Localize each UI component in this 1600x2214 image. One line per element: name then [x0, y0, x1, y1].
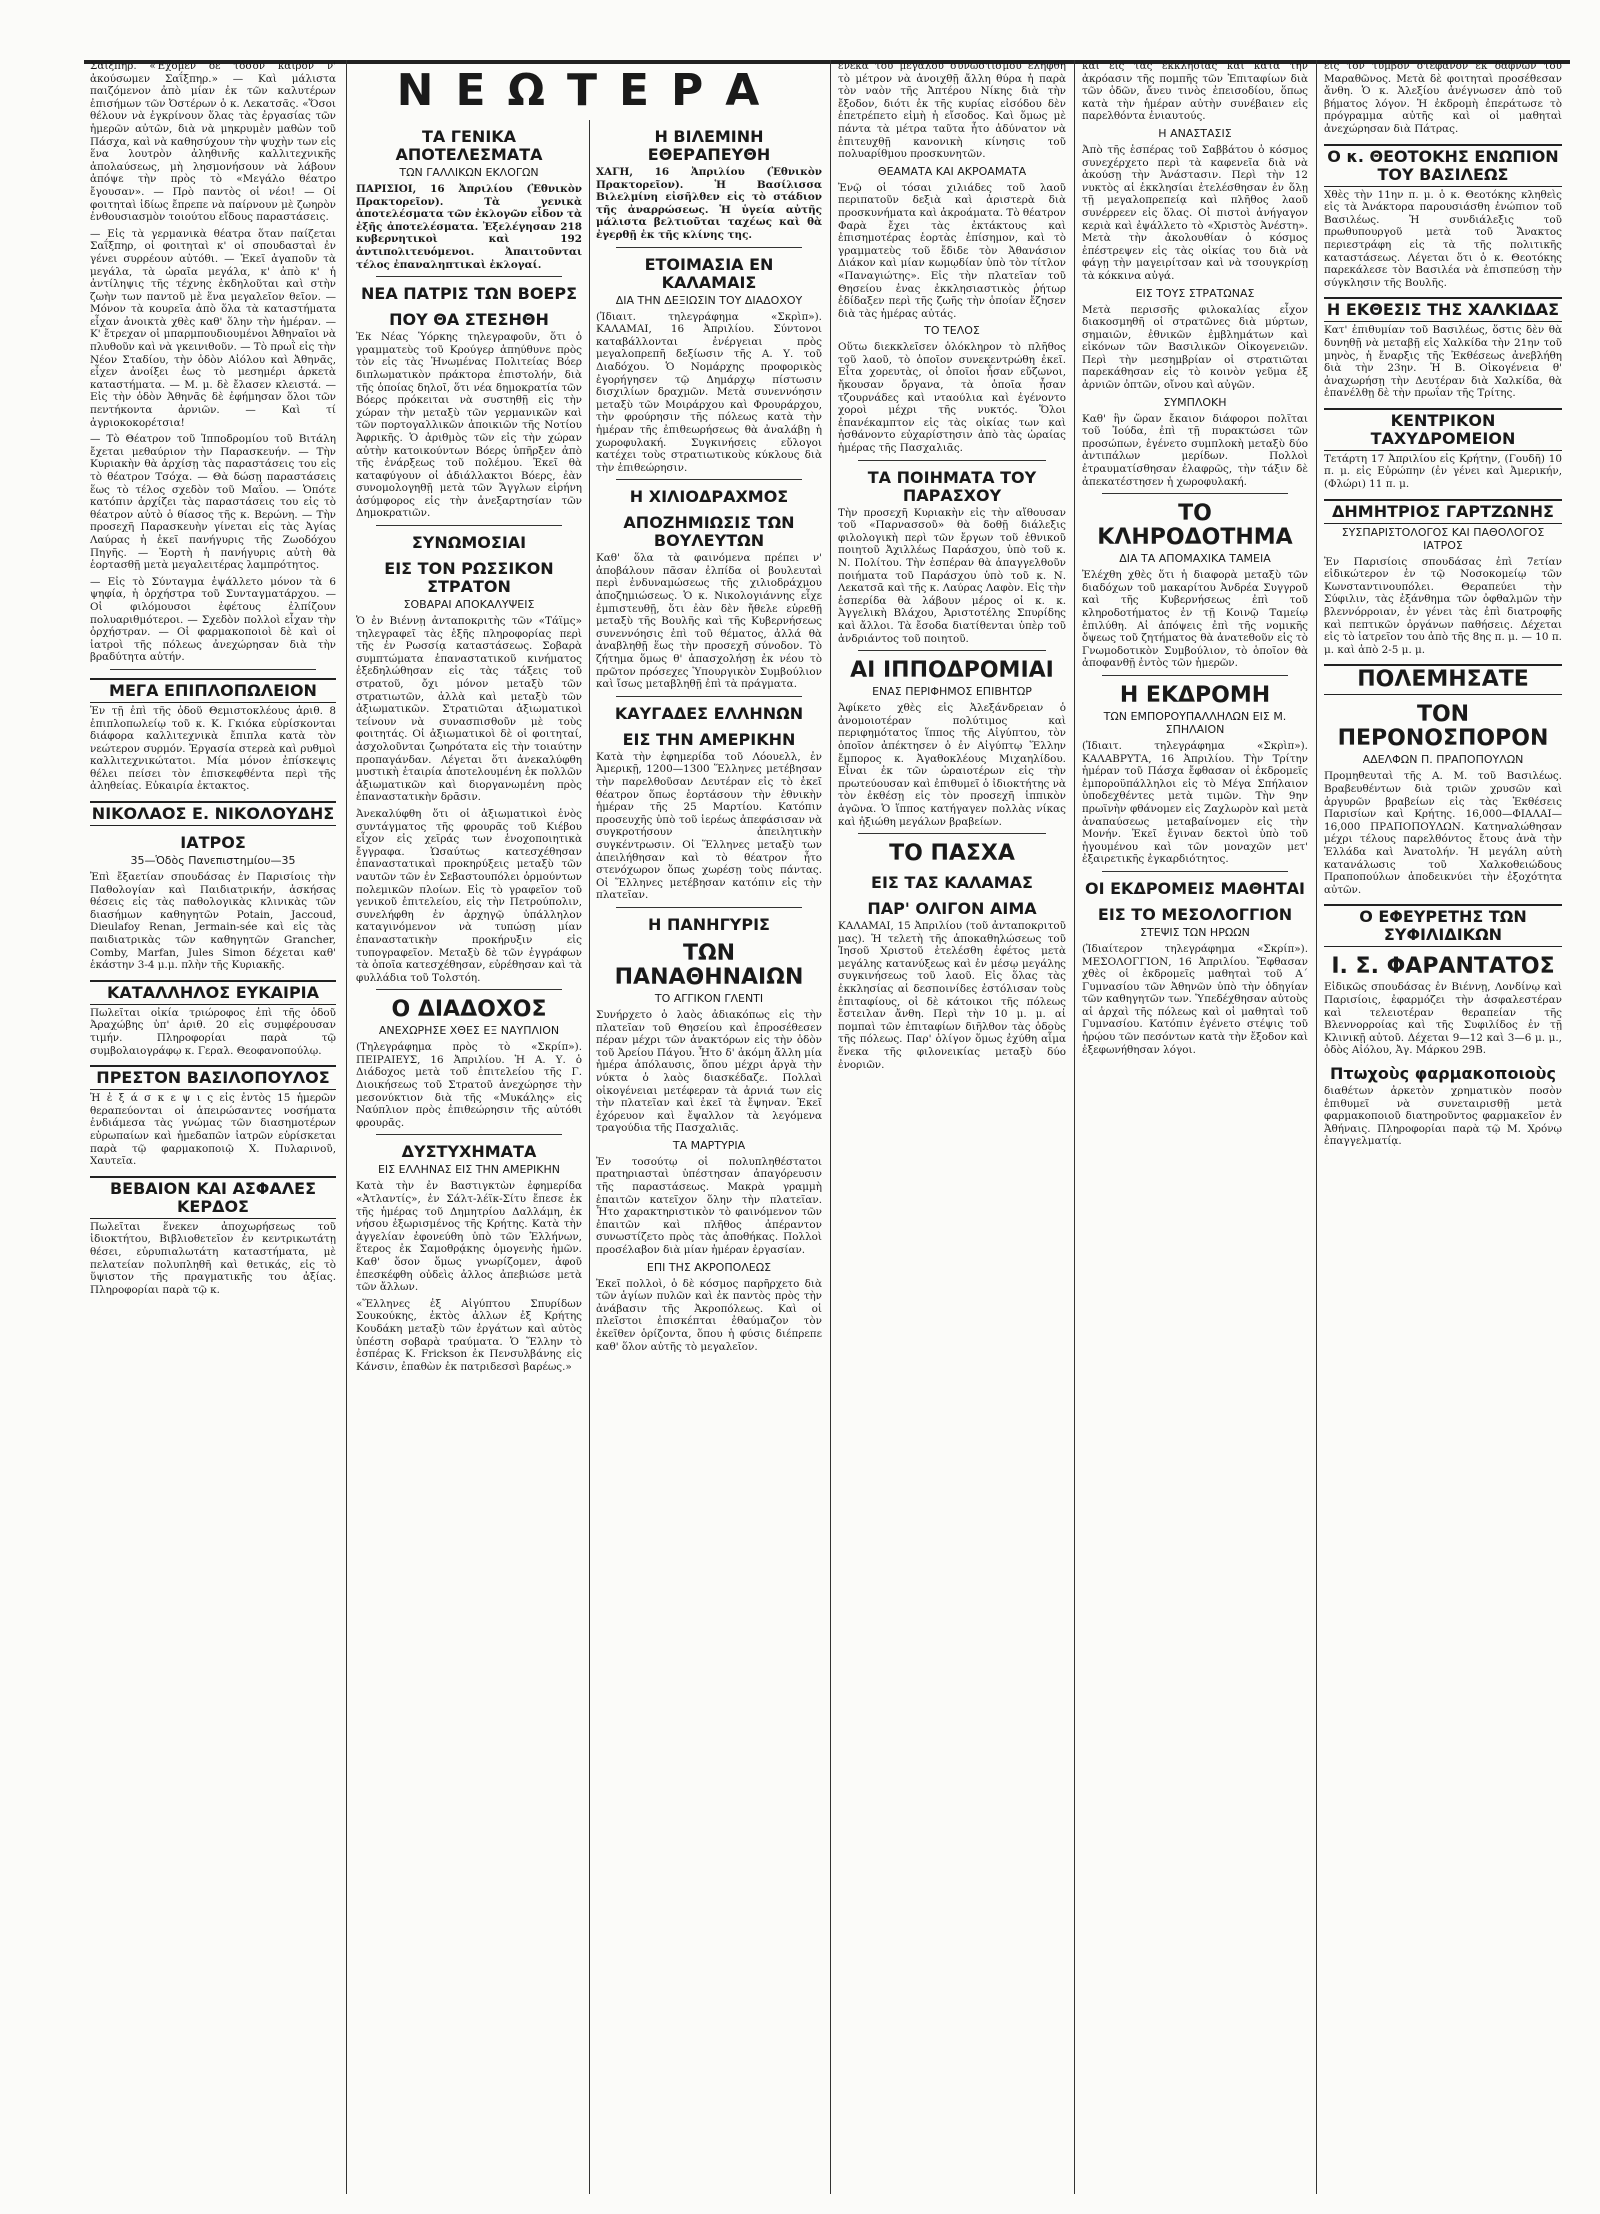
- article-text: Κατὰ τὴν ἐν Βαστιγκτὼν ἐφημερίδα «Ἀτλαντίς», ἐν Σάλτ-λέϊκ-Σίτυ ἔπεσε ἐκ τῆς ἡμέρας τοῦ Δημητρίου Δαλλάμη, ἐκ νήσου ἐξωρισμένος τῆς Κρήτης. Κατὰ τὴν ἀγγελίαν ἐφονεύθη ὑπὸ τῶν Ἑλλήνων, ἕτερος ἐκ Σαμοθρᾴκης ὁμογενὴς ἡμῶν. Καθ' ὅσον ὅμως γνωρίζομεν, ἀφοῦ ἐπεσκέφθη οὐδεὶς ἀλλος ἀπεβιώσε μετὰ τῶν ἄλλων.: [356, 1180, 582, 1294]
- article-text: Καθ' ὅλα τὰ φαινόμενα πρέπει ν' ἀποβάλουν πᾶσαν ἐλπίδα οἱ βουλευταὶ περὶ ἐνδυναμώσεως τῆς χιλιοδράχμου ἀποζημιώσεως. Ὁ κ. Νικολογιάννης εἶχε ἐμπιστευθῇ, ὅτι ἐὰν δὲν ἤθελε εὑρεθῇ μεταξὺ τῆς Βουλῆς καὶ τῆς Κυβερνήσεως συνεννόησις ἐπὶ τοῦ θέματος, ἀλλά θὰ ἀναβληθῇ ἕως τὴν προσεχῆ σύνοδον. Τὸ ζήτημα ὅμως θ' ἀπασχολήσῃ ἐκ νέου τὸ πρῶτον πρόσεχες Ὑπουργικὸν Συμβούλιον καὶ ἴσως μεταβληθῇ ἐπὶ τὰ πράγματα.: [596, 552, 822, 691]
- article-subheading: ΔΙΑ ΤΗΝ ΔΕΞΙΩΣΙΝ ΤΟΥ ΔΙΑΔΟΧΟΥ: [615, 293, 803, 307]
- article-subheading: ΕΙΣ ΤΗΝ ΑΜΕΡΙΚΗΝ: [622, 729, 796, 749]
- ad-subheading: ΑΔΕΛΦΩΝ Π. ΠΡΑΠΟΠΟΥΛΩΝ: [1362, 753, 1524, 767]
- article-text: Κατὰ τὴν ἐφημερίδα τοῦ Λόουελλ, ἐν Ἀμερικῇ, 1200—1300 Ἕλληνες μετέβησαν τὴν παρελθοῦσαν Δευτέραν εἰς τὸ ἐκεῖ θέατρον ὅπως ἑορτάσουν τὴν ἐθνικὴν ἡμέραν τῆς 25 Μαρτίου. Κατόπιν προσευχῆς ὑπὸ τοῦ ἱερέως ἀπεφάσισαν νὰ συγκροτήσουν ἀπειλητικὴν συγκέντρωσιν. Οἱ Ἕλληνες μεταξὺ των ἀπειλήθησαν καὶ τὸ θέατρον ἦτο στενόχωρον ὅπως χωρέσῃ τοὺς πάντας. Οἱ Ἕλληνες μετέβησαν κατόπιν εἰς τὴν πλατεῖαν.: [596, 750, 822, 902]
- article-text: (Τηλεγράφημα πρὸς τὸ «Σκρίπ»). ΠΕΙΡΑΙΕΥΣ, 16 Ἀπριλίου. Ἡ Α. Υ. ὁ Διάδοχος μετὰ τοῦ ἐπιτελείου τῆς Γ. Διοικήσεως τοῦ Στρατοῦ ἀνεχώρησε τὴν μεσονύκτιον διὰ τῆς «Μυκάλης» εἰς Ναύπλιον πρὸς ἐπιθεώρησιν τῆς αὐτόθι φρουρᾶς.: [356, 1041, 582, 1129]
- ad-address: 35—Ὁδὸς Πανεπιστημίου—35: [130, 854, 296, 868]
- article-text: (Ἰδιαιτ. τηλεγράφημα «Σκρὶπ»). ΚΑΛΑΒΡΥΤΑ, 16 Ἀπριλίου. Τὴν Τρίτην ἡμέραν τοῦ Πάσχα ἔφθασαν οἱ ἐκδρομεῖς ἐμποροϋπάλληλοι εἰς τὸ Μέγα Σπήλαιον ὑποδεχθέντες μετὰ τιμῶν. Τὴν 9ην πρωϊνὴν φθάνομεν εἰς Ζαχλωρὸν καὶ μετὰ ἀναπαύσεως μεταβαίνομεν εἰς τὴν Μονήν. Ἐκεῖ ἔγιναν δεκτοὶ ὑπὸ τοῦ ἡγουμένου καὶ τῶν μοναχῶν μετ' ἐξαιρετικῆς ἐγκαρδιότητος.: [1082, 739, 1308, 866]
- article-text: Ἐν τοσούτῳ οἱ πολυπληθέστατοι πρατηριασταὶ ὑπέστησαν ἀπαγόρευσιν τῆς παραστάσεως. Μακρὰ γραμμὴ ἐπαιτῶν κατεῖχον ὅλην τὴν πλατεῖαν. Ἦτο χαρακτηριστικὸν τὸ φαινόμενον τῶν ἐπαιτῶν καὶ πλῆθος ἀπέραντον συνωστίζετο πρὸς τὰς ἀποθήκας. Πολλοὶ προσέλαβον διὰ μίαν ἡμέραν ἐργασίαν.: [596, 1155, 822, 1257]
- article-heading: Ο κ. ΘΕΟΤΟΚΗΣ ΕΝΩΠΙΟΝ ΤΟΥ ΒΑΣΙΛΕΩΣ: [1324, 144, 1562, 187]
- article-heading: ΔΥΣΤΥΧΗΜΑΤΑ: [401, 1142, 537, 1162]
- article-subheading: ΕΙΣ ΕΛΛΗΝΑΣ ΕΙΣ ΤΗΝ ΑΜΕΡΙΚΗΝ: [377, 1163, 561, 1177]
- divider: [616, 479, 802, 480]
- article-text: «Ἕλληνες ἐξ Αἰγύπτου Σπυρίδων Σουκούκης, ἐκτὸς ἀλλων ἐξ Κρήτης Κουδάκη μεταξὺ τῶν ἐργάτων καὶ αὐτὸς ὑπέστη σοβαρὰ τραύματα. Ὁ Ἕλλην τὸ ἐσπέρας Κ. Frickson ἐκ Πενσυλβάνης εἰς Κάνσιν, ἐπαθὼν ἐκ πατριδεσσὶ βαρέως.»: [356, 1297, 582, 1373]
- section-masthead: ΝΕΩΤΕΡΑ: [396, 65, 782, 116]
- ad-subheading: Ι. Σ. ΦΑΡΑΝΤΑΤΟΣ: [1331, 954, 1555, 980]
- ad-text: Ἠ ἐ ξ ά σ κ ε ψ ι ς εἰς ἐντὸς 15 ἡμερῶν θεραπεύονται οἱ ἀπειρώσαντες νοσήματα ἐνδιάμεσα τὰς γνώμας τῶν διασημοτέρων εὐρωπαίων καὶ ἡμεδαπῶν ἰατρῶν εὑρίσκεται παρὰ τῷ φαρμακοποιῷ Χ. Πυλαρινοῦ, Χαυτεῖα.: [90, 1092, 336, 1168]
- article-text: Χθὲς τὴν 11ην π. μ. ὁ κ. Θεοτόκης κληθεὶς εἰς τὰ Ἀνάκτορα παρουσιάσθη ἐνώπιον τοῦ Βασιλέως. Ἡ συνδιάλεξις τοῦ πρωθυπουργοῦ μετὰ τοῦ Ἄνακτος περιεστράφη εἰς τὰ τῆς πολιτικῆς καταστάσεως. Λέγεται ὅτι ὁ κ. Θεοτόκης παρεκάλεσε τὸν Βασιλέα νὰ ἐπισπεύσῃ τὴν σύγκλησιν τῆς Βουλῆς.: [1324, 188, 1562, 289]
- article-subheading: ΣΥΜΠΛΟΚΗ: [1163, 395, 1227, 409]
- column-5: [1076, 60, 1314, 2194]
- divider: [858, 833, 1046, 834]
- article-subheading: ΑΠΟΖΗΜΙΩΣΙΣ ΤΩΝ ΒΟΥΛΕΥΤΩΝ: [623, 513, 795, 551]
- article-subheading: ΑΝΕΧΩΡΗΣΕ ΧΘΕΣ ΕΞ ΝΑΥΠΛΙΟΝ: [378, 1024, 560, 1038]
- divider: [858, 650, 1046, 651]
- article-heading: ΤΑ ΓΕΝΙΚΑ ΑΠΟΤΕΛΕΣΜΑΤΑ: [395, 127, 543, 164]
- ad-heading: ΚΑΤΑΛΛΗΛΟΣ ΕΥΚΑΙΡΙΑ: [90, 980, 336, 1005]
- article-subheading: ΣΟΒΑΡΑΙ ΑΠΟΚΑΛΥΨΕΙΣ: [403, 598, 535, 612]
- article-subheading: ΤΩΝ ΕΜΠΟΡΟΥΠΑΛΛΗΛΩΝ ΕΙΣ Μ. ΣΠΗΛΑΙΟΝ: [1103, 709, 1287, 736]
- divider: [376, 276, 562, 277]
- ad-text: Προμηθευταὶ τῆς Α. Μ. τοῦ Βασιλέως. Βραβευθέντων διὰ τριῶν χρυσῶν καὶ ἀργυρῶν βραβείων εἰς τὰς Ἐκθέσεις Παρισίων καὶ Κρήτης. 16,000—ΦΙΑΛΑΙ—16,000 ΠΡΑΠΟΠΟΥΛΩΝ. Κατηναλώθησαν μέχρι τέλους παρελθόντος ἔτους ἀνὰ τὴν Ἑλλάδα καὶ Ἀνατολήν. Ἡ μεγάλη αὐτὴ κατανάλωσις τοῦ Χαλκοθειώδους Πραποπούλων ἀποδεικνύει τὴν ἐξοχότητα αὐτῶν.: [1324, 770, 1562, 896]
- divider: [376, 525, 562, 526]
- article-heading: ΤΟ ΚΛΗΡΟΔΟΤΗΜΑ: [1097, 501, 1293, 551]
- article-text: Ἐκεῖ πολλοὶ, ὁ δὲ κόσμος παρῆρχετο διὰ τῶν ἁγίων πυλῶν καὶ ἐκ παντὸς πρὸς τὴν ἀνάβασιν τῆς Ἀκροπόλεως. Καὶ οἱ πλεῖστοι ἐπισκέπται ἐθαύμαζον τὸν ἐκεῖθεν ὁρίζοντα, ὅπου ἡ φύσις διέπρεπε καθ' ὅλον αὐτῆς τὸ μεγαλεῖον.: [596, 1277, 822, 1353]
- article-text: εἰς τὸν τύμβον στέφανον ἐκ δαφνῶν τοῦ Μαραθῶνος. Μετὰ δὲ φοιτηταὶ προσέθεσαν ἄνθη. Ὁ κ. Ἀλεξίου ἀνέγνωσεν ἀπὸ τοῦ βήματος λόγον. Ἡ ἐκδρομὴ ἐπεράτωσε τὸ πρόγραμμα αὐτῆς καὶ οἱ μαθηταὶ ἀνεχώρησαν διὰ Πάτρας.: [1324, 60, 1562, 135]
- article-text: Ἐκ Νέας Ὑόρκης τηλεγραφοῦν, ὅτι ὁ γραμματεὺς τοῦ Κρούγερ ἀπηύθυνε πρὸς τὸν εἰς τὰς Ἡνωμένας Πολιτείας Βόερ διπλωματικὸν πράκτορα ἐπιστολήν, διὰ τῆς ὁποίας δηλοῖ, ὅτι νέα δημοκρατία τῶν Βόερς πρόκειται νὰ συστηθῇ εἰς τὴν χώραν τὴν μεταξὺ τῶν γερμανικῶν καὶ τῶν πορτογαλλικῶν ἀποικιῶν τῆς Νοτίου Ἀφρικῆς. Ὁ ἀριθμὸς τῶν εἰς τὴν χώραν αὐτὴν κατοικούντων Βόερς ὑπῆρξεν ἀπὸ τῆς ἐνάρξεως τοῦ πολέμου. Ἐκεῖ θὰ καταφύγουν οἱ ἀδιάλλακτοι Βόερς, ἐὰν συνομολογηθῇ μετὰ τῶν Ἄγγλων εἰρήνη ἀσύμφορος εἰς τὴν ἀνεξαρτησίαν τῶν Δημοκρατιῶν.: [356, 331, 582, 520]
- article-heading: Η ΕΚΔΡΟΜΗ: [1119, 682, 1271, 708]
- article-heading: ΟΙ ΕΚΔΡΟΜΕΙΣ ΜΑΘΗΤΑΙ: [1084, 878, 1305, 898]
- article-text: ΚΑΛΑΜΑΙ, 15 Ἀπριλίου (τοῦ ἀνταποκριτοῦ μας). Ἡ τελετὴ τῆς ἀποκαθηλώσεως τοῦ Ἰησοῦ Χριστοῦ ἐτελέσθη ἐφέτος μετὰ μεγάλης κατανύξεως καὶ ἐν μέσῳ μεγάλης συγκινήσεως τοῦ λαοῦ. Εἰς ὅλας τὰς ἐκκλησίας αἱ δεσποινίδες ἐστόλισαν τοὺς ἐπιταφίους, οἱ δὲ κάτοικοι τῆς πόλεως ἔστειλαν ἄνθη. Περὶ τὴν 10 μ. μ. αἱ πομπαὶ τῶν ἐπιταφίων διῆλθον τὰς ὁδοὺς τῆς πόλεως. Παρ' ὀλίγον ὅμως ἐχύθη αἷμα ἕνεκα τῆς φιλονεικίας μεταξὺ δύο ἐνοριῶν.: [838, 920, 1066, 1071]
- article-text: Ἐνῷ οἱ τόσαι χιλιάδες τοῦ λαοῦ περιπατοῦν δεξιὰ καὶ ἀριστερὰ διὰ προσκυνήματα καὶ ἀκροάματα. Τὸ θέατρον Φαρὰ ἔχει τὰς ἐκτάκτους καὶ ἐπισημοτέρας ἑορτὰς ἐπίσημον, καὶ τὸ γραμματεὺς τοῦ ἔδιδε τὸν Ἀθανάσιον Διάκον καὶ μίαν κωμῳδίαν ὑπὸ τὸν τίτλον «Παναγιώτης». Εἰς τὴν πλατεῖαν τοῦ Θησείου ἐνας ἐκκλησιαστικὸς ῥήτωρ ἐδίδαξεν περὶ τῆς ζωῆς τὴν ὁποίαν ἔζησεν διὰ τὰς ἡμέρας αὐτάς.: [838, 181, 1066, 320]
- divider: [616, 247, 802, 248]
- article-subheading: ΤΩΝ ΓΑΛΛΙΚΩΝ ΕΚΛΟΓΩΝ: [399, 166, 539, 179]
- divider: [1102, 675, 1288, 676]
- ad-subheading: ΣΥΣΠΑΡΙΣΤΟΛΟΓΟΣ ΚΑΙ ΠΑΘΟΛΟΓΟΣ ΙΑΤΡΟΣ: [1341, 525, 1545, 552]
- article-text: Ἀνεκαλύφθη ὅτι οἱ ἀξιωματικοὶ ἑνὸς συντάγματος τῆς φρουρᾶς τοῦ Κιέβου εἶχον εἰς χεῖράς των ἐνοχοποιητικὰ ἔγγραφα. Ὡσαύτως κατεσχέθησαν ἐπαναστατικαὶ προκηρύξεις μεταξὺ τῶν ναυτῶν τῶν ἐν Σεβαστουπόλει ὁρμούντων πολεμικῶν πλοίων. Εἰς τὸ γραφεῖον τοῦ γενικοῦ ἐπιτελείου, εἰς τὴν Πετρούπολιν, συνελήφθη ἐν ἀρχηγῷ ὑπάλληλον καταγινόμενον νὰ τυπώσῃ μίαν ἐπαναστατικὴν προκήρυξιν εἰς τυπογραφεῖον. Μεταξὺ δὲ τῶν ἐγγράφων τὰ ὁποῖα κατεσχέθησαν, εὑρέθησαν καὶ τὰ φυλλάδια τοῦ Τολστόη.: [356, 807, 582, 984]
- article-heading: Η ΠΑΝΗΓΥΡΙΣ: [648, 914, 770, 934]
- column-4: [832, 60, 1072, 2194]
- article-subheading: ΠΟΥ ΘΑ ΣΤΕΣΗΘΗ: [389, 310, 549, 330]
- article-subheading: ΔΙΑ ΤΑ ΑΠΟΜΑΧΙΚΑ ΤΑΜΕΙΑ: [1119, 552, 1271, 566]
- ad-heading: ΒΕΒΑΙΟΝ ΚΑΙ ΑΣΦΑΛΕΣ ΚΕΡΔΟΣ: [90, 1176, 336, 1219]
- column-3: [590, 120, 828, 2194]
- ad-heading: ΝΙΚΟΛΑΟΣ Ε. ΝΙΚΟΛΟΥΔΗΣ: [90, 801, 336, 826]
- article-text: Καθ' ἣν ὥραν ἔκαιον διάφοροι πολῖται τοῦ Ἰούδα, ἐπὶ τῇ πυρακτώσει τῶν προσώπων, ἐγένετο συμπλοκὴ μεταξὺ δύο ἀντιπάλων μερίδων. Πολλοὶ ἐτραυματίσθησαν ἐλαφρῶς, τὴν τάξιν δὲ ἀπεκατέστησεν ἡ χωροφυλακή.: [1082, 412, 1308, 488]
- column-6: [1318, 60, 1568, 2194]
- article-text: Μετὰ περισσῆς φιλοκαλίας εἶχον διακοσμηθῆ οἱ στρατῶνες διὰ μύρτων, σημαιῶν, ἐθνικῶν ἐμβλημάτων καὶ εἰκόνων τῶν Βασιλικῶν Οἰκογενειῶν. Περὶ τὴν μεσημβρίαν οἱ στρατιῶται παρεκάθησαν εἰς τὸ κοινὸν γεῦμα ἐξ ἀρνιῶν ὀπτῶν, οἴνου καὶ αὐγῶν.: [1082, 303, 1308, 392]
- ad-heading: ΠΡΕΣΤΟΝ ΒΑΣΙΛΟΠΟΥΛΟΣ: [90, 1065, 336, 1090]
- divider: [376, 989, 562, 990]
- article-heading: Η ΕΚΘΕΣΙΣ ΤΗΣ ΧΑΛΚΙΔΑΣ: [1324, 297, 1562, 322]
- article-subheading: ΠΑΡ' ΟΛΙΓΟΝ ΑΙΜΑ: [867, 899, 1037, 919]
- article-text: Τετάρτη 17 Ἀπριλίου εἰς Κρήτην, (Γουδῆ) 10 π. μ. εἰς Εὐρώπην (ἐν γένει καὶ Ἀμερικήν, (Φλώρι) 11 π. μ.: [1324, 452, 1562, 491]
- article-heading: ΤΟ ΠΑΣΧΑ: [889, 841, 1015, 867]
- divider: [110, 669, 316, 670]
- article-subheading: ΤΑ ΜΑΡΤΥΡΙΑ: [672, 1138, 746, 1152]
- ad-heading: ΜΕΓΑ ΕΠΙΠΛΟΠΩΛΕΙΟΝ: [90, 678, 336, 703]
- divider: [616, 907, 802, 908]
- article-heading: Η ΒΙΛΕΜΙΝΗ ΕΘΕΡΑΠΕΥΘΗ: [647, 127, 771, 164]
- ad-text: Ἐν Παρισίοις σπουδάσας ἐπὶ 7ετίαν εἰδικώτερον ἐν τῷ Νοσοκομείῳ τῶν Κωνσταντινουπόλει. Θεραπεύει τὴν Σύφιλιν, τὰς ἐξάνθημα τῶν ὀφθαλμῶν τὴν βλεννόρροιαν, ἐν γένει τὰς ἐπὶ διατροφῆς καὶ πεπτικῶν ὀργάνων παθήσεις. Δέχεται εἰς τὸ ἰατρεῖον του ἀπὸ τῆς 8ης π. μ. — 10 π. μ. καὶ ἀπὸ 2-5 μ. μ.: [1324, 555, 1562, 656]
- article-text: Οὕτω διεκκλεῖσεν ὁλόκληρον τὸ πλῆθος τοῦ λαοῦ, τὸ ὁποῖον συνεκεντρώθη ἐκεῖ. Εἶτα χορευτὰς, οἱ ὁποῖοι ἦσαν εὔζωνοι, ἤκουσαν ὄργανα, τὰ ὁποῖα ἦσαν τζουρνάδες καὶ νταούλια καὶ ἐγένοντο χοροὶ μέχρι τῆς νυκτός. Ὅλοι ἐπανέκαμπτον εἰς τὰς οἰκίας των καὶ ἠσθάνοντο εὐχαρίστησιν ἀπὸ τὰς ὡραίας ἡμέρας τῆς Πασχαλιᾶς.: [838, 341, 1066, 455]
- article-text: — Εἰς τὰ γερμανικὰ θέατρα ὅταν παίζεται Σαΐξπηρ, οἱ φοιτηταὶ κ' οἱ σπουδασταὶ ἐν γένει συρρέουν αὐτόθι. — Ἐκεῖ ἀγαποῦν τὰ μεγάλα, τὰ ὡραῖα μεγάλα, κ' ἀπὸ κ' ἡ ἀντίληψις τῆς τέχνης ἐκδηλοῦται καὶ στὴν ζωὴν των παντοῦ μὲ ἕνα μεγαλεῖον θεῖον. — Μόνον τὰ κουρεῖα ἀπὸ ὅλα τὰ καταστήματα εἶχαν ἀνοικτὰ χθὲς καθ' ὅλην τὴν ἡμέραν. — Κ' ἔτρεχαν οἱ μπαρμπουδιουμένοι Ἀθηναῖοι νὰ πλυθοῦν καὶ νὰ γκεινιθοῦν. — Τὸ πρωῒ εἰς τὴν Νέον Σταδίου, τὴν ὁδὸν Αἰόλου καὶ Ἀθηνᾶς, εἶχεν ἀνοίξει ἐως τὸ μεσημέρι ἀρκετὰ καταστήματα. — Μ. μ. δὲ ἔλασεν κλειστά. — Εἰς τὴν ὁδὸν Ἀθηνᾶς δὲ ἐφήμησαν ὅλοι τῶν πεντήκοντα ἀρνιῶν. — Καὶ τί ἀγριοκοκορέτσια!: [90, 227, 336, 429]
- article-text: ἐνεκα τοῦ μεγάλου συνωστισμοῦ ἐλήφθη τὸ μέτρον νὰ ἀνοιχθῇ ἄλλη θύρα ἡ παρὰ τὸν ναὸν τῆς Ἀπτέρου Νίκης διὰ τὴν ἔξοδον, διότι ἐκ τῆς κυρίας εἰσόδου δὲν ἐπετρέπετο εἰμὴ ἡ εἴσοδος. Καὶ ὅμως μὲ πάντα τὰ μέτρα ταῦτα ἦτο ἀδύνατον νὰ ἐπιτευχθῇ κανονικὴ κίνησις τοῦ πολυαρίθμου προσκυνητῶν.: [838, 60, 1066, 161]
- column-1: [84, 60, 342, 2194]
- article-subheading: ΤΟ ΑΓΓΙΚΟΝ ΓΛΕΝΤΙ: [654, 991, 764, 1005]
- ad-text: Πωλεῖται οἰκία τριώροφος ἐπὶ τῆς ὁδοῦ Ἀραχώβης ὑπ' ἀριθ. 20 εἰς συμφέρουσαν τιμήν. Πληροφορίαι παρὰ τῷ συμβολαιογράφῳ κ. Γεραλ. Θεοφανοπούλῳ.: [90, 1006, 336, 1057]
- article-text: Τὴν προσεχῆ Κυριακὴν εἰς τὴν αἴθουσαν τοῦ «Παρνασσοῦ» θὰ δοθῇ διάλεξις φιλολογικὴ περὶ τῶν ἔργων τοῦ ἐθνικοῦ ποιητοῦ Ἀχιλλέως Παράσχου, ὑπὸ τοῦ κ. Ν. Πολίτου. Τὴν ἑσπέραν θὰ ἀπαγγελθοῦν ποιήματα τοῦ Παράσχου ὑπὸ τοῦ κ. Ν. Λεκατσᾶ καὶ τῆς κ. Λαύρας Λαφὸν. Εἰς τὴν ἑσπερίδα θὰ λάβουν μέρος οἱ κ. κ. Ἀγγελικὴ Βλάχου, Ἀριστοτέλης Σπυρίδης καὶ ἄλλοι. Τὰ ἔσοδα διατίθενται ὑπὲρ τοῦ ἀνδριάντος τοῦ ποιητοῦ.: [838, 506, 1066, 645]
- article-text: Συνήρχετο ὁ λαὸς ἀδιακόπως εἰς τὴν πλατεῖαν τοῦ Θησείου καὶ ἐπροσέθεσεν πέραν μέχρι τῶν ἀνακτόρων εἰς τὴν ὁδὸν τοῦ Ἀρείου Πάγου. Ἦτο δ' ἀκόμη ἄλλη μία ἡμέρα ἀπόλαυσις, ὅπου μέχρι ἀργὰ τὴν νύκτα ὁ λαὸς διασκέδαζε. Πολλαὶ οἰκογένειαι μετέφεραν τὰ ἀρνιά των εἰς τὴν πλατεῖαν καὶ ἐκεῖ τὰ ἔψηναν. Ἐκεῖ ἐχόρευον καὶ ἔψαλλον τὰ λεγόμενα τραγούδια τῆς Πασχαλιᾶς.: [596, 1008, 822, 1135]
- article-text: (Ἰδιαίτερον τηλεγράφημα «Σκρίπ»). ΜΕΣΟΛΟΓΓΙΟΝ, 16 Ἀπριλίου. Ἔφθασαν χθὲς οἱ ἐκδρομεῖς μαθηταὶ τοῦ Α΄ Γυμνασίου τῶν Ἀθηνῶν ὑπὸ τὴν ὁδηγίαν τῶν καθηγητῶν των. Ὑπεδέχθησαν αὐτοὺς αἱ ἀρχαὶ τῆς πόλεως καὶ οἱ μαθηταὶ τοῦ Γυμνασίου. Κατόπιν ἐγένετο στέψις τοῦ ἡρῴου τῶν πεσόντων κατὰ τὴν ἔξοδον καὶ ἐξεφωνήθησαν λόγοι.: [1082, 942, 1308, 1056]
- ad-subheading: ΙΑΤΡΟΣ: [180, 833, 246, 853]
- column-rule: [346, 60, 347, 2194]
- ad-heading: ΠΟΛΕΜΗΣΑΤΕ: [1324, 664, 1562, 695]
- article-subheading: ΘΕΑΜΑΤΑ ΚΑΙ ΑΚΡΟΑΜΑΤΑ: [877, 164, 1027, 178]
- ad-text: Εἰδικῶς σπουδάσας ἐν Βιέννῃ, Λονδίνῳ καὶ Παρισίοις, ἐφαρμόζει τὴν ἀσφαλεστέραν καὶ τελειοτέραν θεραπείαν τῆς Βλεννορροίας καὶ τῆς Συφιλίδος ἐν τῇ Κλινικῇ αὐτοῦ. Δέχεται 9—12 καὶ 3—6 μ. μ., ὁδὸς Αἰόλου, Ἀγ. Μάρκου 29Β.: [1324, 981, 1562, 1057]
- article-text: ΧΑΓΗ, 16 Ἀπριλίου (Ἐθνικὸν Πρακτορεῖον). Ἡ Βασίλισσα Βιλελμίνη εἰσῆλθεν εἰς τὸ στάδιον τῆς ἀναρρώσεως. Ἡ ὑγεία αὐτῆς μάλιστα βελτιοῦται ταχέως καὶ θὰ ἐγερθῇ ἐκ τῆς κλίνης της.: [596, 166, 822, 241]
- article-subheading: ΣΤΕΨΙΣ ΤΩΝ ΗΡΩΩΝ: [1140, 925, 1250, 939]
- ad-text: διαθέτων ἀρκετὸν χρηματικὸν ποσὸν ἐπιθυμεῖ νὰ συνεταιρισθῇ μετὰ φαρμακοποιοῦ διατηροῦντος φαρμακεῖον ἐν Ἀθήναις. Πληροφορίαι παρὰ τῷ Μ. Χρόνῳ ἐπαγγελματίᾳ.: [1324, 1084, 1562, 1148]
- ad-heading: Πτωχοὺς φαρμακοποιοὺς: [1330, 1063, 1556, 1083]
- ad-heading: Ο ΕΦΕΥΡΕΤΗΣ ΤΩΝ ΣΥΦΙΛΙΔΙΚΩΝ: [1324, 904, 1562, 947]
- article-text: Κατ' ἐπιθυμίαν τοῦ Βασιλέως, ὅστις δὲν θὰ δυνηθῇ νὰ μεταβῇ εἰς Χαλκίδα τὴν 21ην τοῦ μηνὸς, ἡ ἔναρξις τῆς Ἐκθέσεως ἀνεβλήθη διὰ τὴν 23ην. Ἡ Β. Οἰκογένεια θ' ἀναχωρήσῃ τὴν Δευτέραν διὰ Χαλκίδα, θὰ ἐπανέλθῃ δὲ τὴν πρωΐαν τῆς Τρίτης.: [1324, 324, 1562, 400]
- article-text: καὶ εἰς τὰς ἐκκλησίας καὶ κατὰ τὴν ἀκρόασιν τῆς πομπῆς τῶν Ἐπιταφίων διὰ τῶν ὁδῶν, ἄνευ τινὸς ἐπεισοδίου, ὅπως κατὰ τὴν ἡμέραν αὐτὴν συνέβαιεν εἰς παρελθόντα ἐνιαυτούς.: [1082, 60, 1308, 123]
- article-text: Ὁ ἐν Βιέννῃ ἀνταποκριτὴς τῶν «Τάϊμς» τηλεγραφεῖ τὰς ἑξῆς πληροφορίας περὶ τῆς ἐν Ρωσσίᾳ καταστάσεως. Σοβαρὰ συμπτώματα ἐπαναστατικοῦ κινήματος ἐξεδηλώθησαν εἰς τὰς τάξεις τοῦ στρατοῦ, ὄχι μόνον μεταξὺ τῶν στρατιωτῶν, ἀλλὰ καὶ μεταξὺ τῶν ἀξιωματικῶν. Στρατιῶται ἀξιωματικοὶ τείνουν νὰ συνασπισθοῦν μὲ τοὺς φοιτητάς. Οἱ ἀξιωματικοὶ δὲ οἱ φοιτηταί, ἀσχολοῦνται ζωηρότατα εἰς τὴν τοιαύτην προπαγάνδαν. Λέγεται ὅτι ἀνεκαλύφθη μυστικὴ ἑταιρία ἀποτελουμένη ἐκ πολλῶν ἀξιωματικῶν καὶ διοργανωμένη πρὸς ἐπαναστατικὴν δρᾶσιν.: [356, 615, 582, 804]
- article-subheading: ΤΩΝ ΠΑΝΑΘΗΝΑΙΩΝ: [614, 940, 804, 990]
- article-heading: ΚΕΝΤΡΙΚΟΝ ΤΑΧΥΔΡΟΜΕΙΟΝ: [1324, 408, 1562, 451]
- article-subheading: ΕΠΙ ΤΗΣ ΑΚΡΟΠΟΛΕΩΣ: [646, 1260, 772, 1274]
- column-2: [350, 120, 588, 2194]
- divider: [1102, 493, 1288, 494]
- article-heading: Ο ΔΙΑΔΟΧΟΣ: [391, 997, 547, 1023]
- ad-subheading: ΤΟΝ ΠΕΡΟΝΟΣΠΟΡΟΝ: [1337, 702, 1549, 752]
- article-text: ΠΑΡΙΣΙΟΙ, 16 Ἀπριλίου (Ἐθνικὸν Πρακτορεῖον). Τὰ γενικὰ ἀποτελέσματα τῶν ἐκλογῶν εἶδον τὰ ἐξῆς ἀποτελέσματα. Ἐξελέγησαν 218 κυβερνητικοὶ καὶ 192 ἀντιπολιτευόμενοι. Ἀπαιτοῦνται τέλος ἐπαναληπτικαὶ ἐκλογαί.: [356, 183, 582, 271]
- article-subheading: ΕΙΣ ΤΑΣ ΚΑΛΑΜΑΣ: [871, 873, 1033, 893]
- column-rule: [830, 60, 831, 2194]
- article-text: — Τὸ Θέατρον τοῦ Ἱπποδρομίου τοῦ Βιτάλη ἔχεται μεθαύριον τὴν Παρασκευήν. — Τὴν Κυριακὴν θὰ ἀρχίσῃ τὰς παραστάσεις του εἰς τὸ θέατρον Τσόχα. — Θὰ δώσῃ παραστάσεις ἕως τὸ τέλος σχεδὸν τοῦ Μαΐου. — Ὁπότε κατόπιν ἀρχίζει τὰς παραστάσεις του εἰς τὸ θέατρον αὐτὸ ὁ θίασος τῆς κ. Βερώνη. — Τὴν προσεχῆ Παρασκευὴν γίνεται εἰς τὰς Ἀγίας Λαύρας ἡ ἐκεῖ πανήγυρις τῆς Ζωοδόχου Πηγῆς. — Ἑορτὴ ἡ πανήγυρις αὐτὴ θὰ ἑορτασθῇ μετὰ μεγαλειτέρας λαμπρότητος.: [90, 433, 336, 572]
- article-subheading: ΕΙΣ ΤΟ ΜΕΣΟΛΟΓΓΙΟΝ: [1097, 904, 1293, 924]
- article-subheading: ΕΙΣ ΤΟΥΣ ΣΤΡΑΤΩΝΑΣ: [1135, 286, 1255, 300]
- divider: [858, 460, 1046, 461]
- ad-text: Ἐπὶ ἔξαετίαν σπουδάσας ἐν Παρισίοις τὴν Παθολογίαν καὶ Παιδιατρικήν, ἀσκήσας θέσεις εἰς τὰς παθολογικὰς κλινικὰς τῶν διασήμων καθηγητῶν Potain, Jaccoud, Dieulafoy Renan, Jermain-sée καὶ εἰς τὰς παιδιατρικὰς τῶν καθηγητῶν Grancher, Comby, Marfan, Jules Simon δέχεται καθ' ἑκάστην 3-4 μ.μ. πλὴν τῆς Κυριακῆς.: [90, 871, 336, 972]
- article-heading: ΤΑ ΠΟΙΗΜΑΤΑ ΤΟΥ ΠΑΡΑΣΧΟΥ: [867, 467, 1037, 505]
- article-heading: ΕΤΟΙΜΑΣΙΑ ΕΝ ΚΑΛΑΜΑΙΣ: [644, 254, 774, 292]
- divider: [1102, 871, 1288, 872]
- article-text: Σαΐξπηρ. «Έχομεν δὲ τόσον καιρὸν ν' ἀκούσωμεν Σαΐξπηρ.» — Καὶ μάλιστα παιζόμενον ἀπὸ μίαν ἐκ τῶν καλυτέρων ἐπισήμων τῶν Ὀστέρων ὁ κ. Λεκατσᾶς. «Ὅσοι θέλουν νὰ ἐγκρίνουν ὅλας τὰς ἐργασίας τῶν ἡμερῶν αὐτῶν, διὰ νὰ μηκρυμὲν μαθὼν τοῦ Πάσχα, καὶ νὰ καθησύχουν τὴν ψυχὴν των εἰς ἕνα λουτρὸν ἀληθινῆς καλλιτεχνικῆς ἀπολαύσεως, μὴ λησμονήσουν νὰ λάβουν ἀπόψε τὴν πρὸς τὸ «Μεγάλο θέατρο ἔγουσαν». — Πρὸ παντὸς οἱ νέοι! — Οἱ φοιτηταὶ ἰδίως ἔπρεπε νὰ παίρνουν μὲ ζωηρὸν ἐνθουσιασμὸν τοιούτου εἴδους παραστάσεις.: [90, 60, 336, 224]
- article-text: — Εἰς τὸ Σύνταγμα ἐψάλλετο μόνον τὰ 6 ψηφία, ἡ ὀρχήστρα τοῦ Συνταγματάρχου. — Οἱ φιλόμουσοι ἐφέτους ἐλπίζουν πολυαριθμότεροι. — Σχεδὸν πολλοὶ εἶχαν τὴν ὀρχήστραν. — Οἱ φαρμακοποιοὶ δὲ καὶ οἱ ἰατροὶ τῆς πόλεως ἀνεχώρησαν διὰ τὴν βραδύτητα αὐτήν.: [90, 575, 336, 664]
- article-heading: ΣΥΝΩΜΟΣΙΑΙ: [411, 533, 527, 553]
- column-rule: [1316, 60, 1317, 2194]
- article-text: Ἐλέχθη χθὲς ὅτι ἡ διαφορὰ μεταξὺ τῶν διαδόχων τοῦ μακαρίτου Ἀνδρέα Συγγροῦ καὶ τῆς Κυβερνήσεως ἐπὶ τοῦ κληροδοτήματος ἐν τῇ Κοινῷ Ταμείῳ ἐπιλύθη. Αἱ ἀπόψεις ἐπὶ τῆς νομικῆς ὄψεως τοῦ ζητήματος θὰ ἀνατεθοῦν εἰς τὸ Γνωμοδοτικὸν Συμβούλιον, τὸ ὁποῖον θὰ ἀποφανθῇ ἐντὸς τῶν ἡμερῶν.: [1082, 569, 1308, 670]
- article-heading: ΚΑΥΓΑΔΕΣ ΕΛΛΗΝΩΝ: [614, 703, 804, 723]
- article-subheading: Η ΑΝΑΣΤΑΣΙΣ: [1158, 126, 1232, 140]
- article-subheading: ΤΟ ΤΕΛΟΣ: [924, 324, 980, 338]
- article-heading: ΝΕΑ ΠΑΤΡΙΣ ΤΩΝ ΒΟΕΡΣ: [361, 284, 577, 304]
- ad-text: Πωλεῖται ἕνεκεν ἀποχωρήσεως τοῦ ἰδιοκτήτου, Βιβλιοθετεῖον ἐν κεντρικωτάτῃ θέσει, εὐρυπιαλωτάτη καταστήματα, μὲ πελατείαν πολυπληθῆ καὶ θετικάς, εἰς τὸ ὕψιστον τῆς πραγματικῆς του ἀξίας. Πληροφορίαι παρὰ τῷ κ.: [90, 1220, 336, 1296]
- ad-heading: ΔΗΜΗΤΡΙΟΣ ΓΑΡΤΖΩΝΗΣ: [1324, 499, 1562, 524]
- article-text: Ἀφίκετο χθὲς εἰς Ἀλεξάνδρειαν ὁ ἀνομοιοτέραν πολύτιμος καὶ περιφημότατος ἵππος τῆς Αἰγύπτου, τὸν ὁποῖον ἀπέκτησεν ὁ ἐν Αἰγύπτῳ Ἕλλην ἔμπορος κ. Ἀγαθοκλέους Μιχαηλίδου. Εἶναι ἐκ τῶν ὡραιοτέρων εἰς τὴν πρωτεύουσαν καὶ ἐπιθυμεῖ ὁ ἰδιοκτήτης νὰ τὸν ἐκθέσῃ εἰς τὸν προσεχῆ ἱππικὸν ἀγῶνα. Ὁ ἵππος κατήγαγεν πολλὰς νίκας καὶ ἠξιώθη μεγάλων βραβείων.: [838, 702, 1066, 828]
- article-subheading: ΕΝΑΣ ΠΕΡΙΦΗΜΟΣ ΕΠΙΒΗΤΩΡ: [872, 685, 1032, 699]
- article-heading: Η ΧΙΛΙΟΔΡΑΧΜΟΣ: [629, 487, 789, 507]
- article-subheading: ΕΙΣ ΤΟΝ ΡΩΣΣΙΚΟΝ ΣΤΡΑΤΟΝ: [384, 559, 554, 597]
- divider: [376, 1134, 562, 1135]
- column-rule: [1074, 60, 1075, 2194]
- divider: [616, 696, 802, 697]
- ad-text: Ἐν τῇ ἐπὶ τῆς ὁδοῦ Θεμιστοκλέους ἀριθ. 8 ἐπιπλοπωλείῳ τοῦ κ. Κ. Γκιόκα εὑρίσκονται διάφορα καλλιτεχνικὰ ἔπιπλα κατὰ τὸν νεώτερον συρμόν. Ἐργασία στερεὰ καὶ ρυθμοὶ καλλιτεχνικώτατοι. Μία μόνον ἐπίσκεψις θέλει πείσει τὸν ἐπισκεφθέντα περὶ τῆς ἀληθείας. Εὐκαιρία ἐκτακτος.: [90, 704, 336, 793]
- article-text: Ἀπὸ τῆς ἑσπέρας τοῦ Σαββάτου ὁ κόσμος συνεχέρχετο περὶ τὰ καφενεῖα διὰ νὰ ἀκούσῃ τὴν Ἀνάστασιν. Περὶ τὴν 12 νυκτὸς αἱ ἐκκλησίαι ἐτελέσθησαν ἐν ὅλῃ τῇ μεγαλοπρεπείᾳ καὶ πλῆθος λαοῦ συνέρρεεν εἰς ὅλας. Οἱ πιστοὶ ἀνήγαγον κεριὰ καὶ ἐψάλλετο τὸ «Χριστὸς Ἀνέστη». Μετὰ τὴν ἀκολουθίαν ὁ κόσμος ἐπέστρεψεν εἰς τὰς οἰκίας του διὰ νὰ φάγῃ τὴν μαγειρίτσαν καὶ νὰ τσουγκρίσῃ τὰ κόκκινα αὐγά.: [1082, 143, 1308, 282]
- article-heading: ΑΙ ΙΠΠΟΔΡΟΜΙΑΙ: [850, 658, 1054, 684]
- article-text: (Ἰδιαιτ. τηλεγράφημα «Σκρὶπ»). ΚΑΛΑΜΑΙ, 16 Ἀπριλίου. Σύντονοι καταβάλλονται ἐνέργειαι πρὸς μεγαλοπρεπῆ δεξίωσιν τῆς Α. Υ. τοῦ Διαδόχου. Ὁ Νομάρχης προφορικὸς ἐγορήγησεν τῷ Δημάρχῳ πίστωσιν δισχιλίων δραχμῶν. Μετὰ συνεννόησιν μεταξὺ τῶν Μοιράρχου καὶ Φρουράρχου, τὴν φρούρησιν τῆς πόλεως κατὰ τὴν ἡμέραν τῆς ἐπιθεωρήσεως θὰ ἀναλάβῃ ἡ χωροφυλακή. Συγκινήσεις εὔλογοι κατέχει τοὺς στρατιωτικοὺς κύκλους διὰ τὴν ἐπιθεώρησιν.: [596, 310, 822, 474]
